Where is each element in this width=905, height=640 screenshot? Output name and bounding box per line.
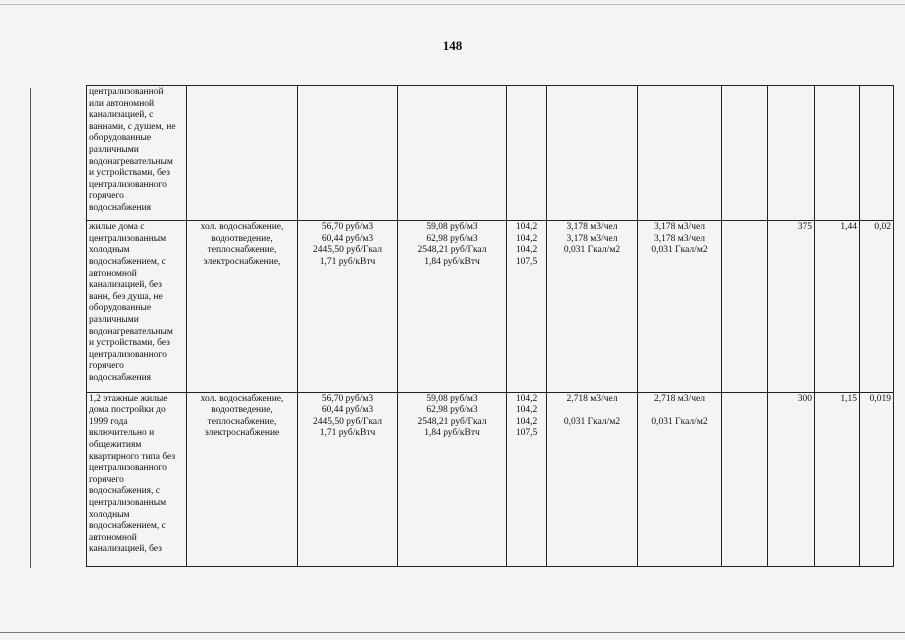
cell-line: 1,44 xyxy=(840,222,857,233)
services-cell xyxy=(187,86,298,221)
cell-line: 3,178 м3/чел xyxy=(654,222,705,233)
cell-line xyxy=(817,87,857,99)
table-row xyxy=(87,392,894,566)
cell-line: и устройствами, без xyxy=(89,168,170,179)
cell-line: водоснабжением, с xyxy=(89,521,166,532)
cell-line xyxy=(549,405,635,417)
tariff-b-cell xyxy=(398,221,507,392)
cell-line: 1,84 руб/кВтч xyxy=(424,257,480,268)
cell-line: электроснабжение, xyxy=(203,257,281,268)
cell-line: водоснабжением, с xyxy=(89,257,166,268)
table-row xyxy=(87,221,894,392)
cell-line: 107,5 xyxy=(515,257,538,268)
cell-line: 1999 года xyxy=(89,416,128,427)
cell-line: централизованным xyxy=(89,497,167,508)
norm-a-cell xyxy=(547,221,638,392)
cell-line: 1,15 xyxy=(840,393,857,404)
cell-line: канализацией, без xyxy=(89,544,162,555)
cell-line: централизованного xyxy=(89,349,167,360)
cell-line xyxy=(724,394,765,406)
blank-cell xyxy=(722,392,768,566)
cell-line: и устройствами, без xyxy=(89,338,170,349)
cell-line: 3,178 м3/чел xyxy=(566,233,618,244)
cell-line xyxy=(724,87,765,99)
cell-line: 60,44 руб/м3 xyxy=(321,233,374,244)
blank-cell xyxy=(722,221,768,392)
cell-line: дома постройки до xyxy=(89,405,166,416)
cell-line: теплоснабжение, xyxy=(207,245,277,256)
scan-bottom-rule xyxy=(0,632,905,633)
cell-line: холодным xyxy=(89,509,130,520)
cell-line: водоснабжения, с xyxy=(89,486,160,497)
cell-line: 56,70 руб/м3 xyxy=(321,222,374,233)
cell-line: 2445,50 руб/Гкал xyxy=(313,245,382,256)
cell-line: водонагревательным xyxy=(89,156,173,167)
page-number: 148 xyxy=(442,38,463,53)
cell-line: 1,2 этажные жилые xyxy=(89,393,168,404)
value-1-cell xyxy=(768,221,815,392)
cell-line: 62,98 руб/м3 xyxy=(426,233,478,244)
cell-line: водонагревательным xyxy=(89,326,173,337)
index-cell xyxy=(507,392,547,566)
cell-line: водоснабжения xyxy=(89,373,152,383)
cell-line: 104,2 xyxy=(515,416,538,427)
cell-line: 59,08 руб/м3 xyxy=(426,222,478,233)
cell-line: 2548,21 руб/Гкал xyxy=(417,245,487,256)
cell-line: оборудованные xyxy=(89,303,152,314)
tariff-a-cell xyxy=(298,392,398,566)
cell-line: централизованного xyxy=(89,463,167,474)
cell-line: включительно и xyxy=(89,428,155,439)
norm-b-cell xyxy=(638,221,722,392)
cell-line: водоотведение, xyxy=(211,405,273,416)
row-description xyxy=(87,86,187,221)
value-1-cell xyxy=(768,392,815,566)
cell-line xyxy=(724,222,765,234)
cell-line: централизованным xyxy=(89,233,167,244)
cell-line: горячего xyxy=(89,361,124,372)
cell-line: 0,031 Гкал/м2 xyxy=(563,416,621,427)
value-3-cell xyxy=(860,86,894,221)
norm-b-cell xyxy=(638,392,722,566)
cell-line: различными xyxy=(89,144,139,155)
cell-line: общежитиям xyxy=(89,440,142,450)
value-2-cell xyxy=(815,392,860,566)
cell-line: водоснабжения xyxy=(89,202,152,213)
cell-line: автономной xyxy=(89,532,137,543)
cell-line: 60,44 руб/м3 xyxy=(321,405,374,416)
cell-line: 0,031 Гкал/м2 xyxy=(651,245,708,256)
cell-line: оборудованные xyxy=(89,133,152,144)
cell-line: 3,178 м3/чел xyxy=(654,233,705,244)
cell-line: 104,2 xyxy=(515,233,538,244)
scan-top-rule xyxy=(0,4,905,5)
row-description xyxy=(87,221,187,392)
cell-line: 375 xyxy=(797,222,812,233)
cell-line: горячего xyxy=(89,474,124,485)
cell-line: централизованной xyxy=(89,87,164,97)
services-cell xyxy=(187,392,298,566)
index-cell xyxy=(507,221,547,392)
cell-line xyxy=(640,405,719,417)
cell-line: холодным xyxy=(89,245,130,256)
blank-cell xyxy=(722,86,768,221)
scan-left-edge xyxy=(30,88,31,568)
cell-line: 107,5 xyxy=(515,428,538,439)
cell-line: теплоснабжение, xyxy=(207,416,277,427)
cell-line: 104,2 xyxy=(515,393,538,404)
cell-line: хол. водоснабжение, xyxy=(200,393,284,404)
cell-line: 2445,50 руб/Гкал xyxy=(313,416,382,427)
value-1-cell xyxy=(768,86,815,221)
cell-line: 0,02 xyxy=(874,222,891,233)
value-2-cell xyxy=(815,221,860,392)
cell-line: ванн, без душа, не xyxy=(89,291,163,302)
cell-line: 1,71 руб/кВтч xyxy=(319,257,376,268)
cell-line: 0,031 Гкал/м2 xyxy=(563,245,621,256)
cell-line: горячего xyxy=(89,191,124,202)
cell-line: канализацией, без xyxy=(89,280,162,291)
row-description xyxy=(87,392,187,566)
cell-line: 0,031 Гкал/м2 xyxy=(651,416,708,427)
cell-line: 56,70 руб/м3 xyxy=(321,393,374,404)
cell-line: 104,2 xyxy=(515,222,538,233)
cell-line: автономной xyxy=(89,268,137,279)
cell-line: 1,71 руб/кВтч xyxy=(319,428,376,439)
cell-line: 104,2 xyxy=(515,245,538,256)
value-3-cell xyxy=(860,392,894,566)
cell-line: централизованного xyxy=(89,179,167,190)
cell-line: различными xyxy=(89,315,139,326)
cell-line: 300 xyxy=(797,393,812,404)
cell-line: 2,718 м3/чел xyxy=(566,393,618,404)
cell-line xyxy=(770,87,812,99)
cell-line: 104,2 xyxy=(515,405,538,416)
cell-line: 62,98 руб/м3 xyxy=(426,405,478,416)
tariff-a-cell xyxy=(298,86,398,221)
tariff-a-cell xyxy=(298,221,398,392)
cell-line: 3,178 м3/чел xyxy=(566,222,618,233)
tariff-table xyxy=(86,85,894,567)
cell-line: электроснабжение xyxy=(204,428,280,439)
norm-a-cell xyxy=(547,86,638,221)
cell-line: водоотведение, xyxy=(211,233,273,244)
services-cell xyxy=(187,221,298,392)
tariff-b-cell xyxy=(398,86,507,221)
value-3-cell xyxy=(860,221,894,392)
norm-a-cell xyxy=(547,392,638,566)
cell-line xyxy=(862,87,891,99)
tariff-b-cell xyxy=(398,392,507,566)
cell-line: хол. водоснабжение, xyxy=(200,222,284,233)
cell-line: ваннами, с душем, не xyxy=(89,121,176,132)
table-row xyxy=(87,86,894,221)
cell-line: 1,84 руб/кВтч xyxy=(424,428,480,439)
cell-line: или автономной xyxy=(89,98,155,109)
cell-line: 0,019 xyxy=(869,393,891,404)
cell-line: 2548,21 руб/Гкал xyxy=(417,416,487,427)
cell-line: 2,718 м3/чел xyxy=(654,393,705,404)
value-2-cell xyxy=(815,86,860,221)
norm-b-cell xyxy=(638,86,722,221)
cell-line: квартирного типа без xyxy=(89,451,176,462)
cell-line: канализацией, с xyxy=(89,110,154,121)
index-cell xyxy=(507,86,547,221)
cell-line: 59,08 руб/м3 xyxy=(426,393,478,404)
cell-line: жилые дома с xyxy=(89,222,145,233)
